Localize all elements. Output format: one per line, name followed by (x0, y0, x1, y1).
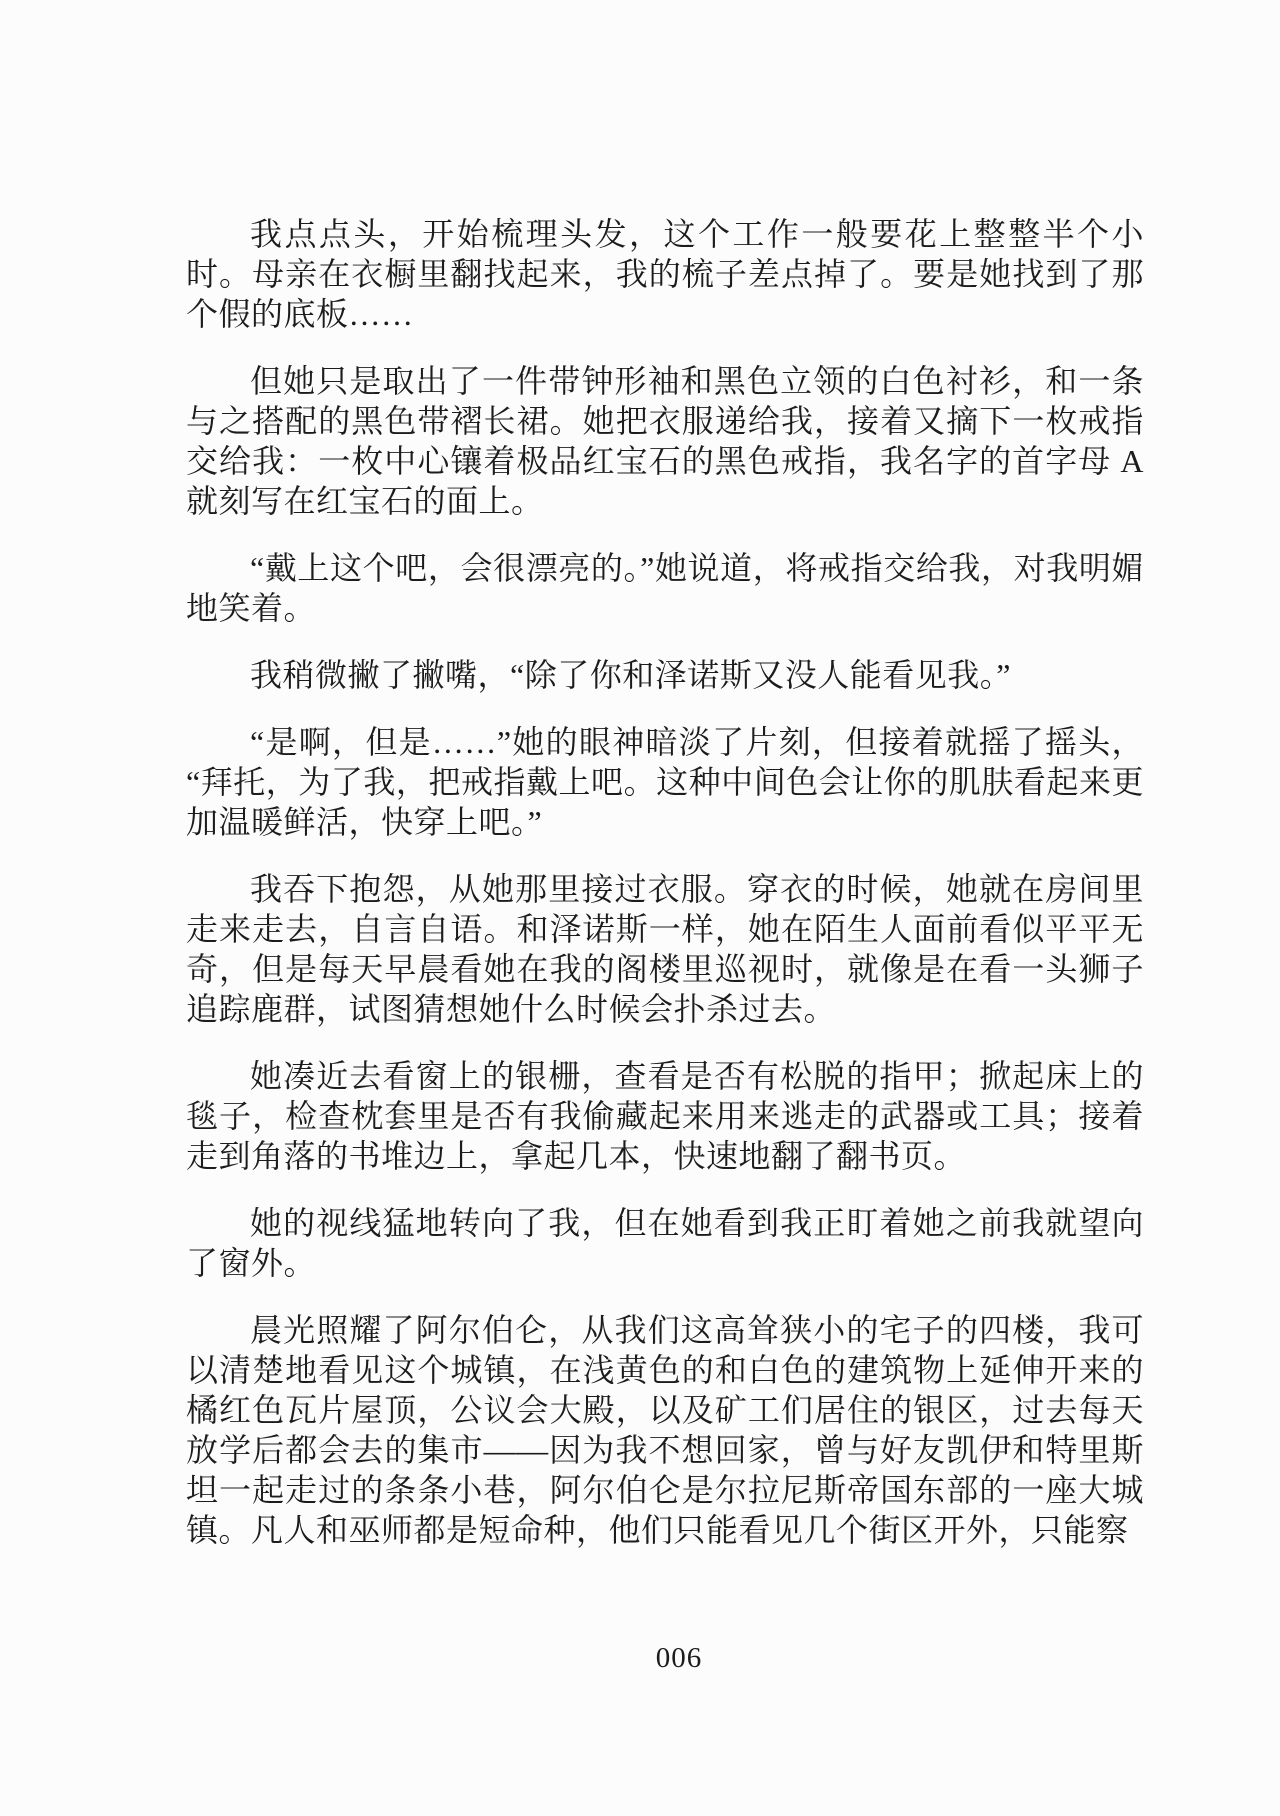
paragraph: “是啊，但是……”她的眼神暗淡了片刻，但接着就摇了摇头，“拜托，为了我，把戒指戴上吧。这种中间色会让你的肌肤看起来更加温暖鲜活，快穿上吧。” (186, 724, 1144, 840)
paragraph: 晨光照耀了阿尔伯仑，从我们这高耸狭小的宅子的四楼，我可以清楚地看见这个城镇，在浅黄色的和白色的建筑物上延伸开来的橘红色瓦片屋顶，公议会大殿，以及矿工们居住的银区，过去每天放学后都会去的集市——因为我不想回家，曾与好友凯伊和特里斯坦一起走过的条条小巷，阿尔伯仑是尔拉尼斯帝国东部的一座大城镇。凡人和巫师都是短命种，他们只能看见几个街区开外，只能察 (186, 1312, 1144, 1548)
page-text (186, 214, 1144, 1550)
paragraph: 我点点头，开始梳理头发，这个工作一般要花上整整半个小时。母亲在衣橱里翻找起来，我的梳子差点掉了。要是她找到了那个假的底板…… (186, 216, 1144, 332)
paragraph: 我吞下抱怨，从她那里接过衣服。穿衣的时候，她就在房间里走来走去，自言自语。和泽诺斯一样，她在陌生人面前看似平平无奇，但是每天早晨看她在我的阁楼里巡视时，就像是在看一头狮子追踪鹿群，试图猜想她什么时候会扑杀过去。 (186, 871, 1144, 1027)
page-number: 006 (655, 1642, 703, 1674)
paragraph: 但她只是取出了一件带钟形袖和黑色立领的白色衬衫，和一条与之搭配的黑色带褶长裙。她把衣服递给我，接着又摘下一枚戒指交给我：一枚中心镶着极品红宝石的黑色戒指，我名字的首字母 A 就刻写在红宝石的面上。 (186, 363, 1144, 519)
paragraph: 她的视线猛地转向了我，但在她看到我正盯着她之前我就望向了窗外。 (186, 1205, 1144, 1281)
paragraph: 我稍微撇了撇嘴，“除了你和泽诺斯又没人能看见我。” (250, 657, 1011, 693)
page-footer (186, 1640, 1144, 1676)
paragraph: “戴上这个吧，会很漂亮的。”她说道，将戒指交给我，对我明媚地笑着。 (186, 550, 1144, 626)
paragraph: 她凑近去看窗上的银栅，查看是否有松脱的指甲；掀起床上的毯子，检查枕套里是否有我偷藏起来用来逃走的武器或工具；接着走到角落的书堆边上，拿起几本，快速地翻了翻书页。 (186, 1058, 1144, 1174)
